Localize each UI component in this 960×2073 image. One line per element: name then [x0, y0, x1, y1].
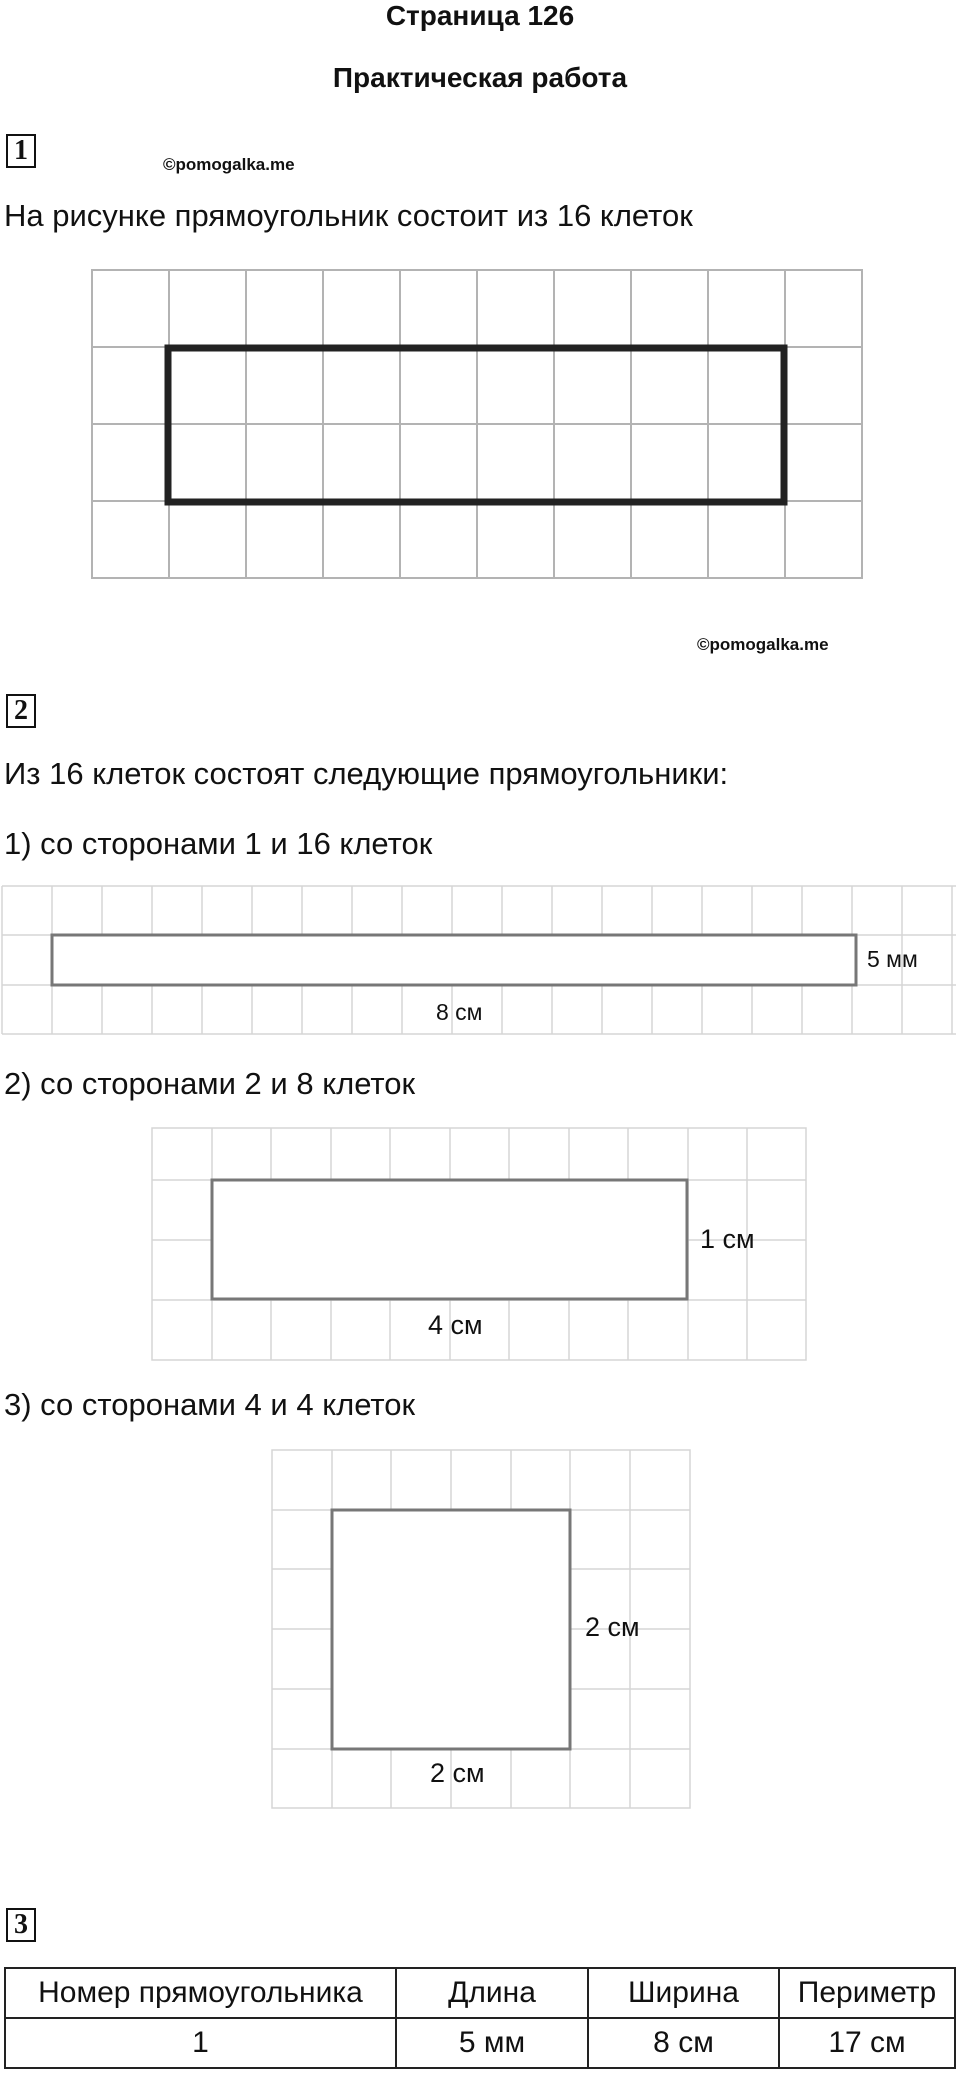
- figure1-rectangle: [52, 935, 856, 985]
- table-cell: 8 см: [588, 2018, 779, 2068]
- task-number-3: 3: [6, 1908, 36, 1942]
- table-cell: 17 см: [779, 2018, 955, 2068]
- task1-text: На рисунке прямоугольник состоит из 16 клеток: [4, 198, 693, 233]
- figure1-bottom-label: 8 см: [436, 999, 483, 1025]
- figure3-bottom-label: 2 см: [430, 1758, 485, 1788]
- figure2-rectangle: [212, 1180, 687, 1299]
- task-number-2: 2: [6, 694, 36, 728]
- figure3-rectangle: [332, 1510, 570, 1749]
- figure1-caption: 1) со сторонами 1 и 16 клеток: [4, 826, 433, 861]
- figure2-side-label: 1 см: [700, 1224, 755, 1254]
- table-header-cell: Номер прямоугольника: [5, 1968, 396, 2018]
- results-table: [4, 1967, 956, 2069]
- table-header-cell: Периметр: [779, 1968, 955, 2018]
- figure2-bottom-label: 4 см: [428, 1310, 483, 1340]
- table-header-row: [5, 1968, 955, 2018]
- page-subtitle: Практическая работа: [332, 62, 628, 93]
- table-cell: 1: [5, 2018, 396, 2068]
- figure3-caption: 3) со сторонами 4 и 4 клеток: [4, 1387, 416, 1422]
- table-header-cell: Ширина: [588, 1968, 779, 2018]
- figure3-side-label: 2 см: [585, 1612, 640, 1642]
- table-header-cell: Длина: [396, 1968, 588, 2018]
- task2-intro: Из 16 клеток состоят следующие прямоугольники:: [4, 756, 729, 791]
- task-number-1: 1: [6, 134, 36, 168]
- figure1-side-label: 5 мм: [867, 946, 918, 972]
- figure2-caption: 2) со сторонами 2 и 8 клеток: [4, 1066, 416, 1101]
- task1-grid: [92, 270, 862, 578]
- table-cell: 5 мм: [396, 2018, 588, 2068]
- table-row: [5, 2018, 955, 2068]
- watermark: ©pomogalka.me: [697, 635, 829, 654]
- page-title: Страница 126: [385, 0, 575, 31]
- watermark: ©pomogalka.me: [163, 155, 295, 174]
